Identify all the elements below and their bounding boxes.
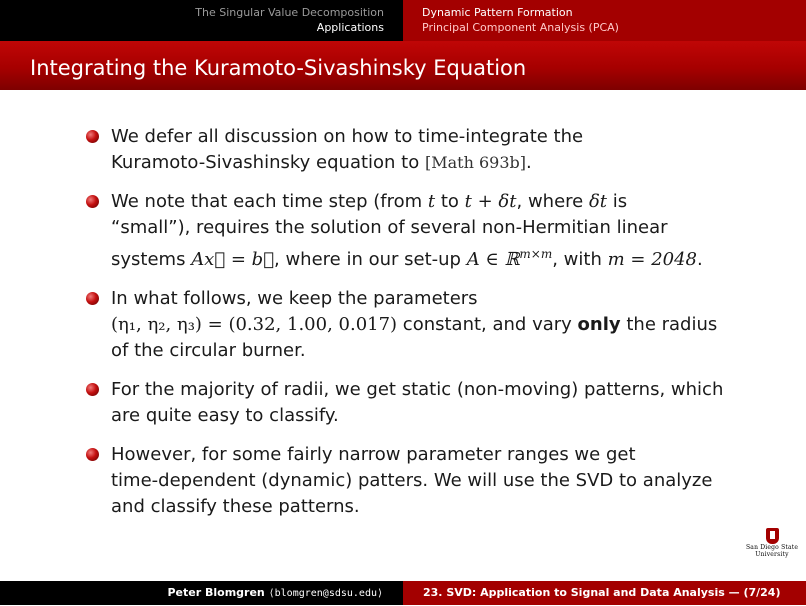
footer-author (0, 581, 403, 605)
nav-subsection-dynamic[interactable]: Dynamic Pattern Formation (422, 6, 573, 19)
slide-content (86, 124, 766, 533)
math-m-value: m = 2048 (607, 249, 697, 270)
bullet-text: , where (516, 191, 589, 212)
bullet-text: , with (552, 249, 608, 270)
author-email: ⟨blomgren@sdsu.edu⟩ (268, 588, 383, 599)
math-superscript: m×m (519, 247, 553, 261)
bullet-item-4 (86, 377, 766, 429)
bullet-item-5 (86, 442, 766, 520)
math-matrix-space: A ∈ ℝ (466, 249, 520, 270)
bullet-text: For the majority of radii, we get static (non-moving) patterns, which (111, 379, 724, 400)
bullet-text: We note that each time step (from (111, 191, 428, 212)
bullet-text: In what follows, we keep the parameters (111, 288, 478, 309)
top-navigation (0, 0, 806, 41)
bullet-text: to (435, 191, 465, 212)
emphasis-only: only (577, 314, 621, 335)
bullet-text: However, for some fairly narrow parameter ranges we get (111, 444, 636, 465)
bullet-text: systems (111, 249, 192, 270)
nav-subsection-pca[interactable]: Principal Component Analysis (PCA) (422, 21, 619, 34)
math-t-plus-dt: t + δt (464, 191, 517, 212)
logo-line-2: University (755, 551, 789, 558)
slide-title-bar (0, 41, 806, 90)
bullet-text: is (607, 191, 628, 212)
bullet-text: are quite easy to classify. (111, 405, 339, 426)
bullet-icon (86, 130, 99, 143)
bullet-text: constant, and vary (397, 314, 578, 335)
citation: [Math 693b] (424, 153, 526, 172)
nav-section-svd[interactable]: The Singular Value Decomposition (195, 6, 384, 19)
sdsu-logo (746, 528, 798, 566)
bullet-text: We defer all discussion on how to time-integrate the (111, 126, 584, 147)
page-number: — (7/24) (728, 586, 781, 599)
bullet-icon (86, 195, 99, 208)
bullet-text: the radius (620, 314, 718, 335)
bullet-text: Kuramoto-Sivashinsky equation to (111, 152, 425, 173)
shield-icon (766, 528, 779, 544)
logo-line-1: San Diego State (746, 544, 799, 551)
math-parameters: (η₁, η₂, η₃) = (0.32, 1.00, 0.017) (111, 314, 398, 335)
bullet-item-1 (86, 124, 766, 176)
bullet-text: and classify these patterns. (111, 496, 360, 517)
nav-subsections (403, 0, 806, 41)
bullet-text: of the circular burner. (111, 340, 306, 361)
bullet-icon (86, 383, 99, 396)
bullet-text: . (697, 249, 703, 270)
bullet-text: , where in our set-up (274, 249, 467, 270)
bullet-icon (86, 448, 99, 461)
math-linear-system: Ax⃗ = b⃗ (191, 249, 274, 270)
bullet-item-3 (86, 286, 766, 364)
bullet-item-2 (86, 189, 766, 273)
math-dt: δt (588, 191, 608, 212)
slide-title: Integrating the Kuramoto-Sivashinsky Equation (30, 56, 527, 80)
footer-section (403, 581, 806, 605)
bullet-icon (86, 292, 99, 305)
math-t: t (427, 191, 436, 212)
footer-section-title: 23. SVD: Application to Signal and Data Analysis (423, 586, 725, 599)
author-name: Peter Blomgren (167, 586, 265, 599)
nav-sections (0, 0, 403, 41)
footer (0, 581, 806, 605)
bullet-text: time-dependent (dynamic) patters. We will use the SVD to analyze (111, 470, 713, 491)
nav-section-applications[interactable]: Applications (316, 21, 384, 34)
bullet-text: . (525, 152, 532, 173)
bullet-text: “small”), requires the solution of several non-Hermitian linear (111, 217, 668, 238)
